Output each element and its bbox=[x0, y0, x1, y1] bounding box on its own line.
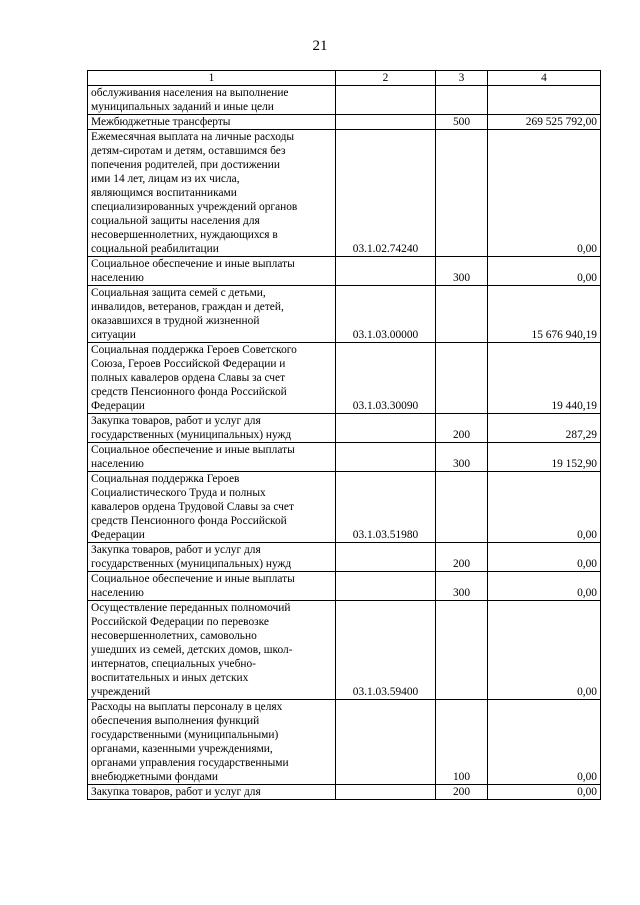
row-amount: 19 152,90 bbox=[488, 443, 601, 472]
table-row bbox=[88, 414, 601, 443]
row-type: 200 bbox=[436, 785, 488, 800]
row-code bbox=[336, 543, 436, 572]
header-column-2: 2 bbox=[336, 71, 436, 86]
table-row bbox=[88, 700, 601, 785]
table-row bbox=[88, 343, 601, 414]
table-row bbox=[88, 115, 601, 130]
row-code bbox=[336, 115, 436, 130]
row-amount: 0,00 bbox=[488, 130, 601, 257]
row-name: Социальная поддержка Героев Советского Союза, Героев Российской Федерации и полных кавалеров ордена Славы за счет средств Пенсионного фонда Российской Федерации bbox=[88, 343, 336, 414]
table-header-row bbox=[88, 71, 601, 86]
row-code bbox=[336, 257, 436, 286]
row-amount: 0,00 bbox=[488, 601, 601, 700]
row-name: обслуживания населения на выполнение муниципальных заданий и иные цели bbox=[88, 86, 336, 115]
row-amount: 287,29 bbox=[488, 414, 601, 443]
header-column-4: 4 bbox=[488, 71, 601, 86]
row-name: Межбюджетные трансферты bbox=[88, 115, 336, 130]
row-code: 03.1.02.74240 bbox=[336, 130, 436, 257]
row-type: 200 bbox=[436, 543, 488, 572]
row-amount: 0,00 bbox=[488, 785, 601, 800]
table-row bbox=[88, 286, 601, 343]
table-row bbox=[88, 543, 601, 572]
row-type bbox=[436, 601, 488, 700]
budget-table bbox=[87, 70, 601, 800]
row-amount: 0,00 bbox=[488, 472, 601, 543]
row-type: 300 bbox=[436, 572, 488, 601]
row-amount: 269 525 792,00 bbox=[488, 115, 601, 130]
row-name: Социальная защита семей с детьми, инвалидов, ветеранов, граждан и детей, оказавшихся в трудной жизненной ситуации bbox=[88, 286, 336, 343]
row-amount: 0,00 bbox=[488, 257, 601, 286]
header-column-1: 1 bbox=[88, 71, 336, 86]
row-amount: 19 440,19 bbox=[488, 343, 601, 414]
row-name: Ежемесячная выплата на личные расходы детям-сиротам и детям, оставшимся без попечения родителей, при достижении ими 14 лет, лицам из их числа, являющимся воспитанниками специализированных учреждений органов социальной защиты населения для несовершеннолетних, нуждающихся в социальной реабилитации bbox=[88, 130, 336, 257]
row-code bbox=[336, 700, 436, 785]
table-body bbox=[88, 86, 601, 800]
row-type bbox=[436, 130, 488, 257]
row-name: Закупка товаров, работ и услуг для bbox=[88, 785, 336, 800]
row-amount: 0,00 bbox=[488, 572, 601, 601]
row-type bbox=[436, 343, 488, 414]
row-name: Социальное обеспечение и иные выплаты населению bbox=[88, 257, 336, 286]
row-amount: 15 676 940,19 bbox=[488, 286, 601, 343]
row-name: Социальное обеспечение и иные выплаты населению bbox=[88, 572, 336, 601]
row-code bbox=[336, 414, 436, 443]
table-row bbox=[88, 785, 601, 800]
table-row bbox=[88, 601, 601, 700]
page-number: 21 bbox=[312, 38, 328, 54]
row-code bbox=[336, 785, 436, 800]
row-code bbox=[336, 86, 436, 115]
table-row bbox=[88, 257, 601, 286]
table-row bbox=[88, 443, 601, 472]
row-amount bbox=[488, 86, 601, 115]
row-type: 300 bbox=[436, 257, 488, 286]
row-name: Закупка товаров, работ и услуг для государственных (муниципальных) нужд bbox=[88, 543, 336, 572]
row-code: 03.1.03.51980 bbox=[336, 472, 436, 543]
table-row bbox=[88, 130, 601, 257]
row-type: 300 bbox=[436, 443, 488, 472]
row-amount: 0,00 bbox=[488, 700, 601, 785]
row-amount: 0,00 bbox=[488, 543, 601, 572]
row-name: Социальная поддержка Героев Социалистического Труда и полных кавалеров ордена Трудовой Славы за счет средств Пенсионного фонда Российской Федерации bbox=[88, 472, 336, 543]
row-type bbox=[436, 86, 488, 115]
table-row bbox=[88, 472, 601, 543]
row-code bbox=[336, 572, 436, 601]
row-type bbox=[436, 472, 488, 543]
table-row bbox=[88, 572, 601, 601]
row-name: Социальное обеспечение и иные выплаты населению bbox=[88, 443, 336, 472]
row-type: 100 bbox=[436, 700, 488, 785]
row-code: 03.1.03.59400 bbox=[336, 601, 436, 700]
header-column-3: 3 bbox=[436, 71, 488, 86]
row-name: Расходы на выплаты персоналу в целях обеспечения выполнения функций государственными (муниципальными) органами, казенными учреждениями, органами управления государственными внебюджетными фондами bbox=[88, 700, 336, 785]
row-type: 500 bbox=[436, 115, 488, 130]
row-name: Закупка товаров, работ и услуг для государственных (муниципальных) нужд bbox=[88, 414, 336, 443]
row-type: 200 bbox=[436, 414, 488, 443]
row-code: 03.1.03.30090 bbox=[336, 343, 436, 414]
row-name: Осуществление переданных полномочий Российской Федерации по перевозке несовершеннолетних, самовольно ушедших из семей, детских домов, школ- интернатов, специальных учебно- воспитательных и иных детских учреждений bbox=[88, 601, 336, 700]
row-type bbox=[436, 286, 488, 343]
row-code: 03.1.03.00000 bbox=[336, 286, 436, 343]
row-code bbox=[336, 443, 436, 472]
table-row bbox=[88, 86, 601, 115]
